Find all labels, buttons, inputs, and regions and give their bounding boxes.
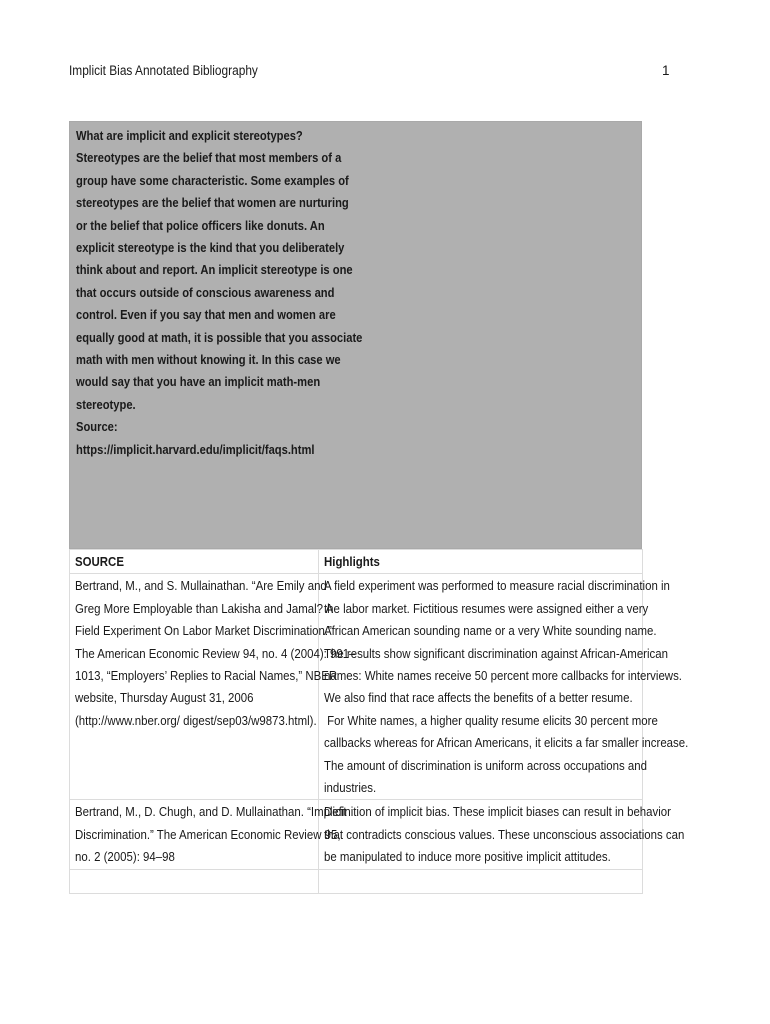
highlight-line: For White names, a higher quality resume elicits 30 percent more <box>324 712 658 728</box>
intro-line: control. Even if you say that men and women are <box>76 307 336 323</box>
source-line: 1013, “Employers’ Replies to Racial Names,” NBER <box>75 668 338 684</box>
intro-line: think about and report. An implicit stereotype is one <box>76 262 353 278</box>
header-highlights-label: Highlights <box>324 554 380 569</box>
bibliography-table <box>69 549 689 894</box>
intro-line: stereotype. <box>76 396 136 412</box>
highlight-line: Definition of implicit bias. These implicit biases can result in behavior <box>324 804 671 820</box>
source-line: (http://www.nber.org/ digest/sep03/w9873.html). <box>75 712 317 728</box>
intro-line: stereotypes are the belief that women are nurturing <box>76 195 349 211</box>
empty-cell <box>70 869 319 893</box>
source-cell <box>70 800 347 869</box>
intro-line: Source: <box>76 419 118 435</box>
source-text <box>75 575 356 732</box>
source-text <box>75 801 347 868</box>
highlight-line: The amount of discrimination is uniform across occupations and <box>324 757 648 773</box>
header-source-label: SOURCE <box>75 554 124 569</box>
intro-line: Stereotypes are the belief that most members of a <box>76 150 342 166</box>
running-title: Implicit Bias Annotated Bibliography <box>69 63 258 78</box>
highlight-line: industries. <box>324 780 377 796</box>
highlight-line: A field experiment was performed to measure racial discrimination in <box>324 578 670 594</box>
highlight-line: that contradicts conscious values. These unconscious associations can <box>324 826 685 842</box>
highlight-line: callbacks whereas for African Americans, it elicits a far smaller increase. <box>324 735 689 751</box>
intro-line: or the belief that police officers like donuts. An <box>76 217 325 233</box>
intro-text <box>76 125 363 461</box>
intro-line: What are implicit and explicit stereotypes? <box>76 128 303 143</box>
header-cell-highlights <box>319 550 643 574</box>
table-row <box>70 800 643 869</box>
highlight-line: We also find that race affects the benefits of a better resume. <box>324 690 633 706</box>
highlights-text <box>324 575 689 799</box>
highlight-line: be manipulated to induce more positive implicit attitudes. <box>324 849 611 865</box>
highlight-line: The results show significant discrimination against African-American <box>324 645 668 661</box>
intro-line: https://implicit.harvard.edu/implicit/faqs.html <box>76 441 315 457</box>
highlight-line: the labor market. Fictitious resumes were assigned either a very <box>324 600 649 616</box>
source-line: Bertrand, M., D. Chugh, and D. Mullainathan. “Implicit <box>75 804 347 820</box>
table-row <box>70 574 643 800</box>
highlights-text <box>324 801 685 868</box>
source-line: Bertrand, M., and S. Mullainathan. “Are Emily and <box>75 578 327 594</box>
table-header-row <box>70 550 643 574</box>
source-line: Field Experiment On Labor Market Discrimination.” <box>75 623 332 639</box>
header-cell-source <box>70 550 319 574</box>
page-number: 1 <box>662 63 670 78</box>
empty-table-row <box>70 869 643 893</box>
highlights-cell <box>319 800 685 869</box>
source-line: Greg More Employable than Lakisha and Jamal? A <box>75 600 334 616</box>
highlights-cell <box>319 574 689 800</box>
intro-line: equally good at math, it is possible that you associate <box>76 329 363 345</box>
intro-line: would say that you have an implicit math-men <box>76 374 321 390</box>
source-line: website, Thursday August 31, 2006 <box>75 690 254 706</box>
intro-box <box>69 121 642 549</box>
intro-line: that occurs outside of conscious awareness and <box>76 284 335 300</box>
source-line: Discrimination.” The American Economic Review 95, <box>75 826 341 842</box>
intro-line: math with men without knowing it. In this case we <box>76 352 341 368</box>
source-line: no. 2 (2005): 94–98 <box>75 849 175 865</box>
empty-cell <box>319 869 643 893</box>
highlight-line: names: White names receive 50 percent more callbacks for interviews. <box>324 668 682 684</box>
intro-line: explicit stereotype is the kind that you deliberately <box>76 240 345 256</box>
intro-line: group have some characteristic. Some examples of <box>76 172 349 188</box>
highlight-line: African American sounding name or a very White sounding name. <box>324 623 657 639</box>
source-line: The American Economic Review 94, no. 4 (2004): 991– <box>75 645 356 661</box>
